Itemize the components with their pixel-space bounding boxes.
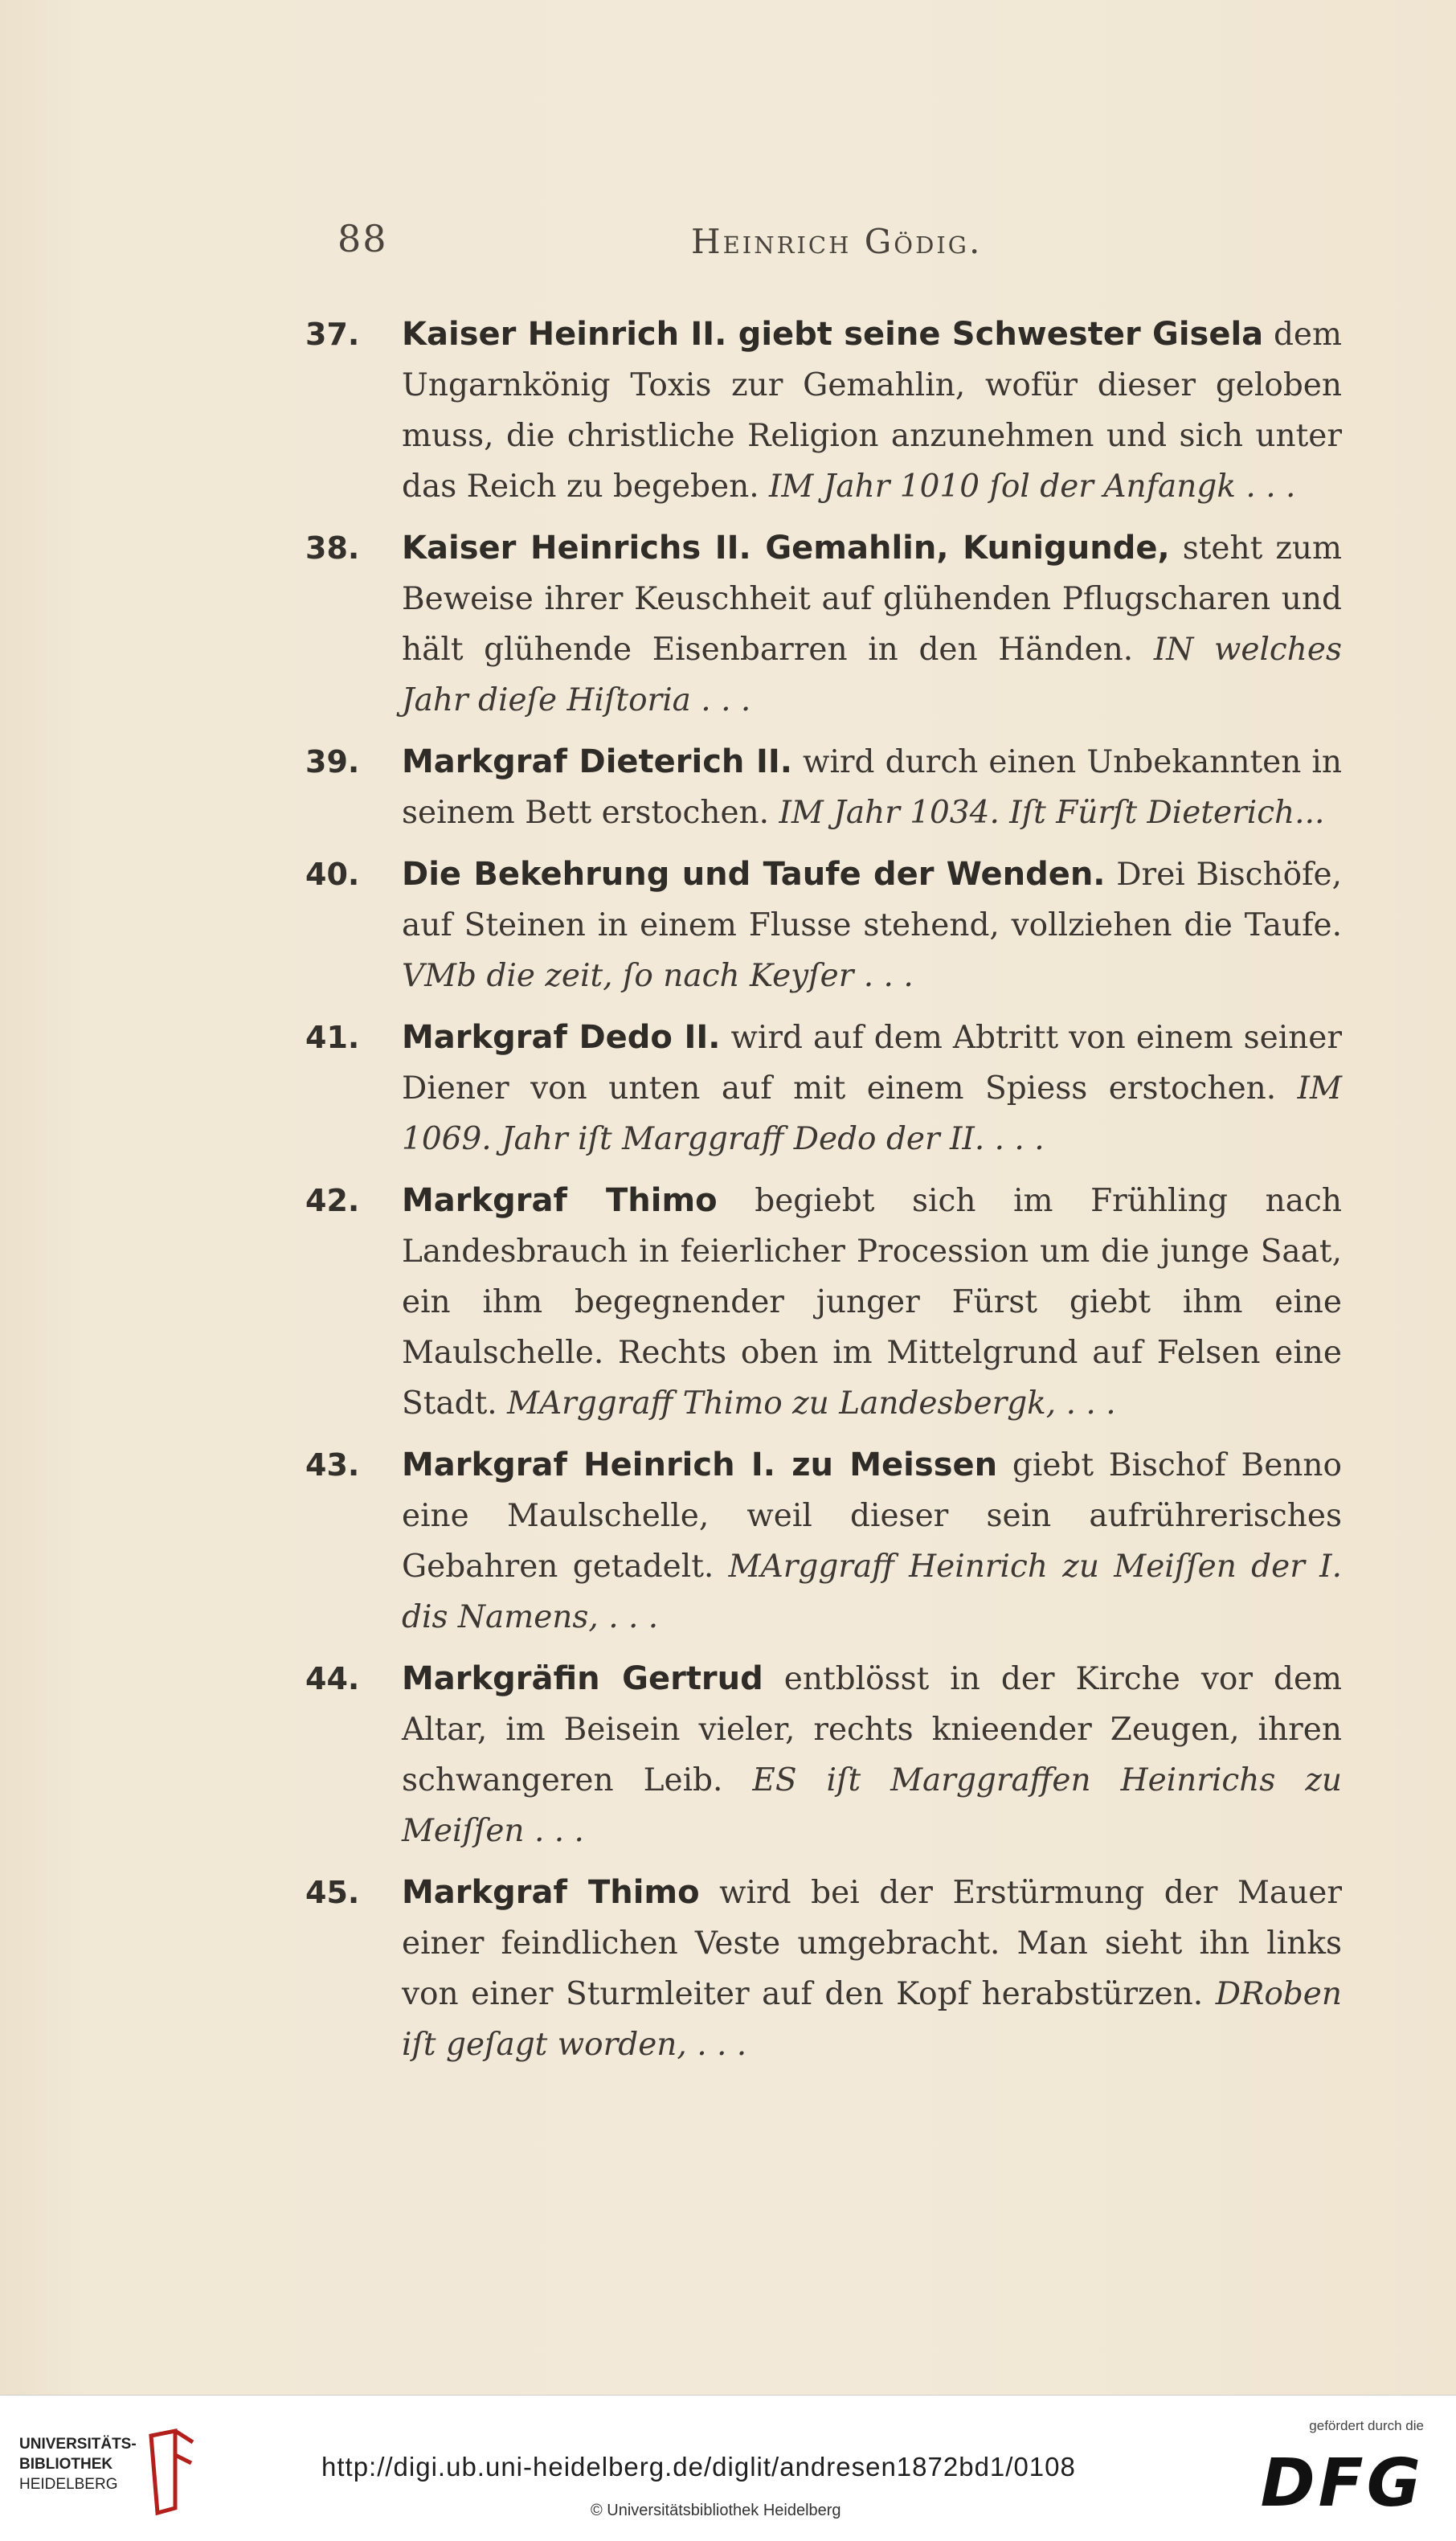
entry-description: wird durch einen Unbekannten in seinem Bett erstochen. (402, 744, 1343, 831)
entry-number: 39. (305, 744, 360, 779)
library-name-line3: HEIDELBERG (19, 2476, 118, 2493)
entry-number: 37. (305, 317, 360, 352)
entry-quote: DRoben iſt geſagt worden, . . . (402, 1976, 1342, 2063)
entry-number: 44. (305, 1661, 360, 1696)
entry-quote: MArggraff Thimo zu Landesbergk, . . . (507, 1385, 1116, 1422)
entry-title: Markgraf Thimo (402, 1874, 700, 1911)
dfg-logo: DFG (1260, 2445, 1424, 2522)
page-header (337, 217, 1350, 281)
entry-quote: IM 1069. Jahr iſt Marggraff Dedo der II. . . . (402, 1070, 1342, 1157)
running-head: Heinrich Gödig. (691, 222, 983, 261)
entry-description: wird bei der Erstürmung der Mauer einer feindlichen Veste umgebracht. Man sieht ihn links von einer Sturmleiter auf den Kopf herabstürzen. (402, 1875, 1342, 2012)
entry-description: giebt Bischof Benno eine Maulschelle, weil dieser sein aufrührerisches Gebahren getadelt. (402, 1447, 1343, 1585)
permalink-url[interactable]: http://digi.ub.uni-heidelberg.de/diglit/andresen1872bd1/0108 (321, 2452, 1076, 2482)
entry-title: Kaiser Heinrichs II. Gemahlin, Kunigunde, (402, 530, 1170, 567)
entry-description: dem Ungarnkönig Toxis zur Gemahlin, wofür dieser geloben muss, die christliche Religion anzunehmen und sich unter das Reich zu begeben. (402, 317, 1342, 505)
catalogue-entry (305, 849, 1342, 1001)
entry-title: Die Bekehrung und Taufe der Wenden. (402, 856, 1106, 893)
entry-quote: IN welches Jahr dieſe Hiſtoria . . . (402, 632, 1342, 718)
entry-title: Markgraf Thimo (402, 1182, 718, 1219)
entry-quote: IM Jahr 1010 ſol der Anfangk . . . (769, 469, 1296, 505)
entry-number: 45. (305, 1875, 360, 1910)
entry-title: Markgräfin Gertrud (402, 1660, 763, 1697)
catalogue-entry (305, 1176, 1342, 1429)
catalogue-entries (305, 309, 1342, 2081)
entry-number: 40. (305, 857, 360, 892)
catalogue-entry (305, 1654, 1342, 1856)
library-name-line2: BIBLIOTHEK (19, 2456, 113, 2473)
entry-title: Kaiser Heinrich II. giebt seine Schwester Gisela (402, 316, 1264, 353)
entry-quote: VMb die zeit, ſo nach Keyſer . . . (402, 958, 914, 994)
entry-description: entblösst in der Kirche vor dem Altar, im Beisein vieler, rechts knieender Zeugen, ihren schwangeren Leib. (402, 1661, 1343, 1798)
library-name-line1: UNIVERSITÄTS- (19, 2436, 137, 2453)
entry-number: 43. (305, 1447, 360, 1483)
catalogue-entry (305, 1868, 1342, 2070)
entry-number: 42. (305, 1183, 360, 1218)
entry-description: steht zum Beweise ihrer Keuschheit auf glühenden Pflugscharen und hält glühende Eisenbarren in den Händen. (402, 530, 1342, 668)
digitization-footer (0, 2395, 1456, 2541)
entry-description: begiebt sich im Frühling nach Landesbrauch in feierlicher Procession um die junge Saat, ein ihm begegnender junger Fürst giebt ihm eine Maulschelle. Rechts oben im Mittelgrund auf Felsen eine Stadt. (402, 1183, 1343, 1422)
entry-quote: IM Jahr 1034. Iſt Fürſt Dieterich... (779, 795, 1325, 831)
page-number: 88 (337, 217, 388, 260)
entry-title: Markgraf Heinrich I. zu Meissen (402, 1446, 998, 1483)
entry-title: Markgraf Dieterich II. (402, 743, 792, 780)
entry-title: Markgraf Dedo II. (402, 1019, 721, 1056)
entry-description: wird auf dem Abtritt von einem seiner Diener von unten auf mit einem Spiess erstochen. (402, 1020, 1343, 1107)
library-emblem-icon (143, 2428, 199, 2516)
entry-number: 38. (305, 530, 360, 566)
catalogue-entry (305, 309, 1342, 512)
catalogue-entry (305, 523, 1342, 726)
copyright-notice: © Universitätsbibliothek Heidelberg (591, 2502, 841, 2519)
entry-number: 41. (305, 1020, 360, 1055)
catalogue-entry (305, 737, 1342, 838)
entry-description: Drei Bischöfe, auf Steinen in einem Flusse stehend, vollziehen die Taufe. (402, 857, 1343, 943)
funding-note: gefördert durch die (1309, 2418, 1424, 2433)
entry-quote: MArggraff Heinrich zu Meiſſen der I. dis Namens, . . . (402, 1549, 1342, 1635)
entry-quote: ES iſt Marggraffen Heinrichs zu Meiſſen . . . (402, 1762, 1342, 1849)
catalogue-entry (305, 1440, 1342, 1643)
catalogue-entry (305, 1013, 1342, 1164)
